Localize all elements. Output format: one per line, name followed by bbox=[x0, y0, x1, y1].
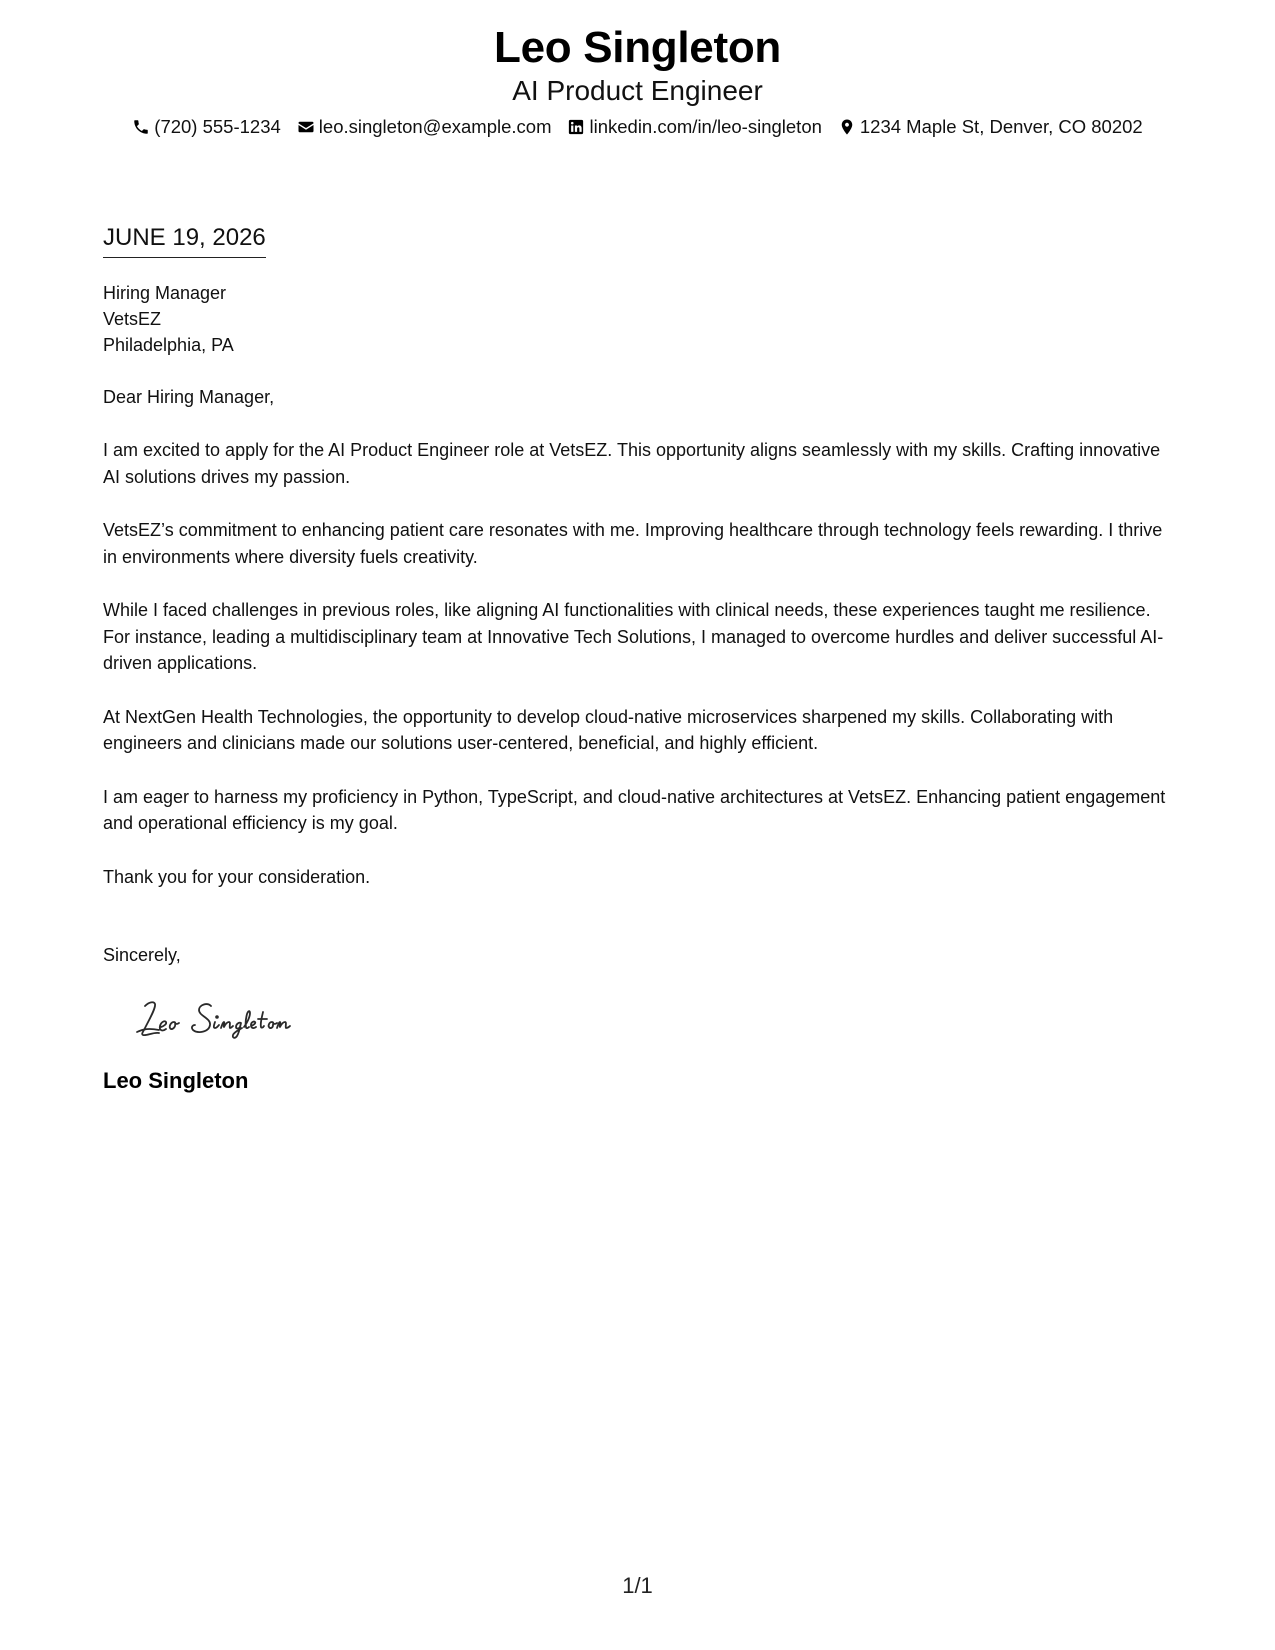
map-marker-icon bbox=[838, 118, 856, 136]
applicant-name: Leo Singleton bbox=[494, 23, 781, 72]
contact-phone bbox=[132, 115, 281, 139]
signer-name: Leo Singleton bbox=[103, 1068, 249, 1093]
body-paragraph: VetsEZ’s commitment to enhancing patient care resonates with me. Improving healthcare through technology feels rewarding. I thrive in environments where diversity fuels creativity. bbox=[103, 520, 1163, 567]
recipient-company: VetsEZ bbox=[103, 309, 162, 329]
letter-header bbox=[0, 22, 1275, 139]
contact-info bbox=[0, 115, 1275, 139]
body-paragraph: At NextGen Health Technologies, the opportunity to develop cloud-native microservices sharpened my skills. Collaborating with engineers and clinicians made our solutions user-centered, beneficial, and highly efficient. bbox=[103, 706, 1114, 753]
letter-date: JUNE 19, 2026 bbox=[103, 222, 266, 258]
envelope-icon bbox=[297, 118, 315, 136]
body-paragraph: I am eager to harness my proficiency in Python, TypeScript, and cloud-native architectures at VetsEZ. Enhancing patient engagement and operational efficiency is my goal. bbox=[103, 786, 1166, 833]
letter-body bbox=[103, 222, 1175, 1095]
closing: Sincerely, bbox=[103, 945, 181, 965]
recipient-block bbox=[103, 280, 1175, 358]
email-text: leo.singleton@example.com bbox=[318, 116, 552, 137]
page-number: 1/1 bbox=[622, 1573, 653, 1598]
address-text: 1234 Maple St, Denver, CO 80202 bbox=[859, 116, 1143, 137]
contact-email[interactable] bbox=[297, 115, 552, 139]
body-paragraph: While I faced challenges in previous roles, like aligning AI functionalities with clinical needs, these experiences taught me resilience. For instance, leading a multidisciplinary team at Innovative Tech Solutions, I managed to overcome hurdles and deliver successful AI-driven applications. bbox=[103, 600, 1164, 673]
body-paragraph: I am excited to apply for the AI Product Engineer role at VetsEZ. This opportunity aligns seamlessly with my skills. Crafting innovative AI solutions drives my passion. bbox=[103, 440, 1161, 487]
handwritten-signature bbox=[131, 994, 351, 1046]
linkedin-text: linkedin.com/in/leo-singleton bbox=[589, 116, 822, 137]
phone-text: (720) 555-1234 bbox=[154, 116, 281, 137]
contact-linkedin[interactable] bbox=[567, 115, 821, 139]
recipient-location: Philadelphia, PA bbox=[103, 335, 234, 355]
applicant-title: AI Product Engineer bbox=[512, 75, 763, 106]
linkedin-icon bbox=[567, 118, 585, 136]
salutation: Dear Hiring Manager, bbox=[103, 387, 275, 407]
contact-address bbox=[838, 115, 1143, 139]
phone-icon bbox=[132, 118, 150, 136]
thank-you-line: Thank you for your consideration. bbox=[103, 866, 371, 887]
recipient-name: Hiring Manager bbox=[103, 283, 227, 303]
